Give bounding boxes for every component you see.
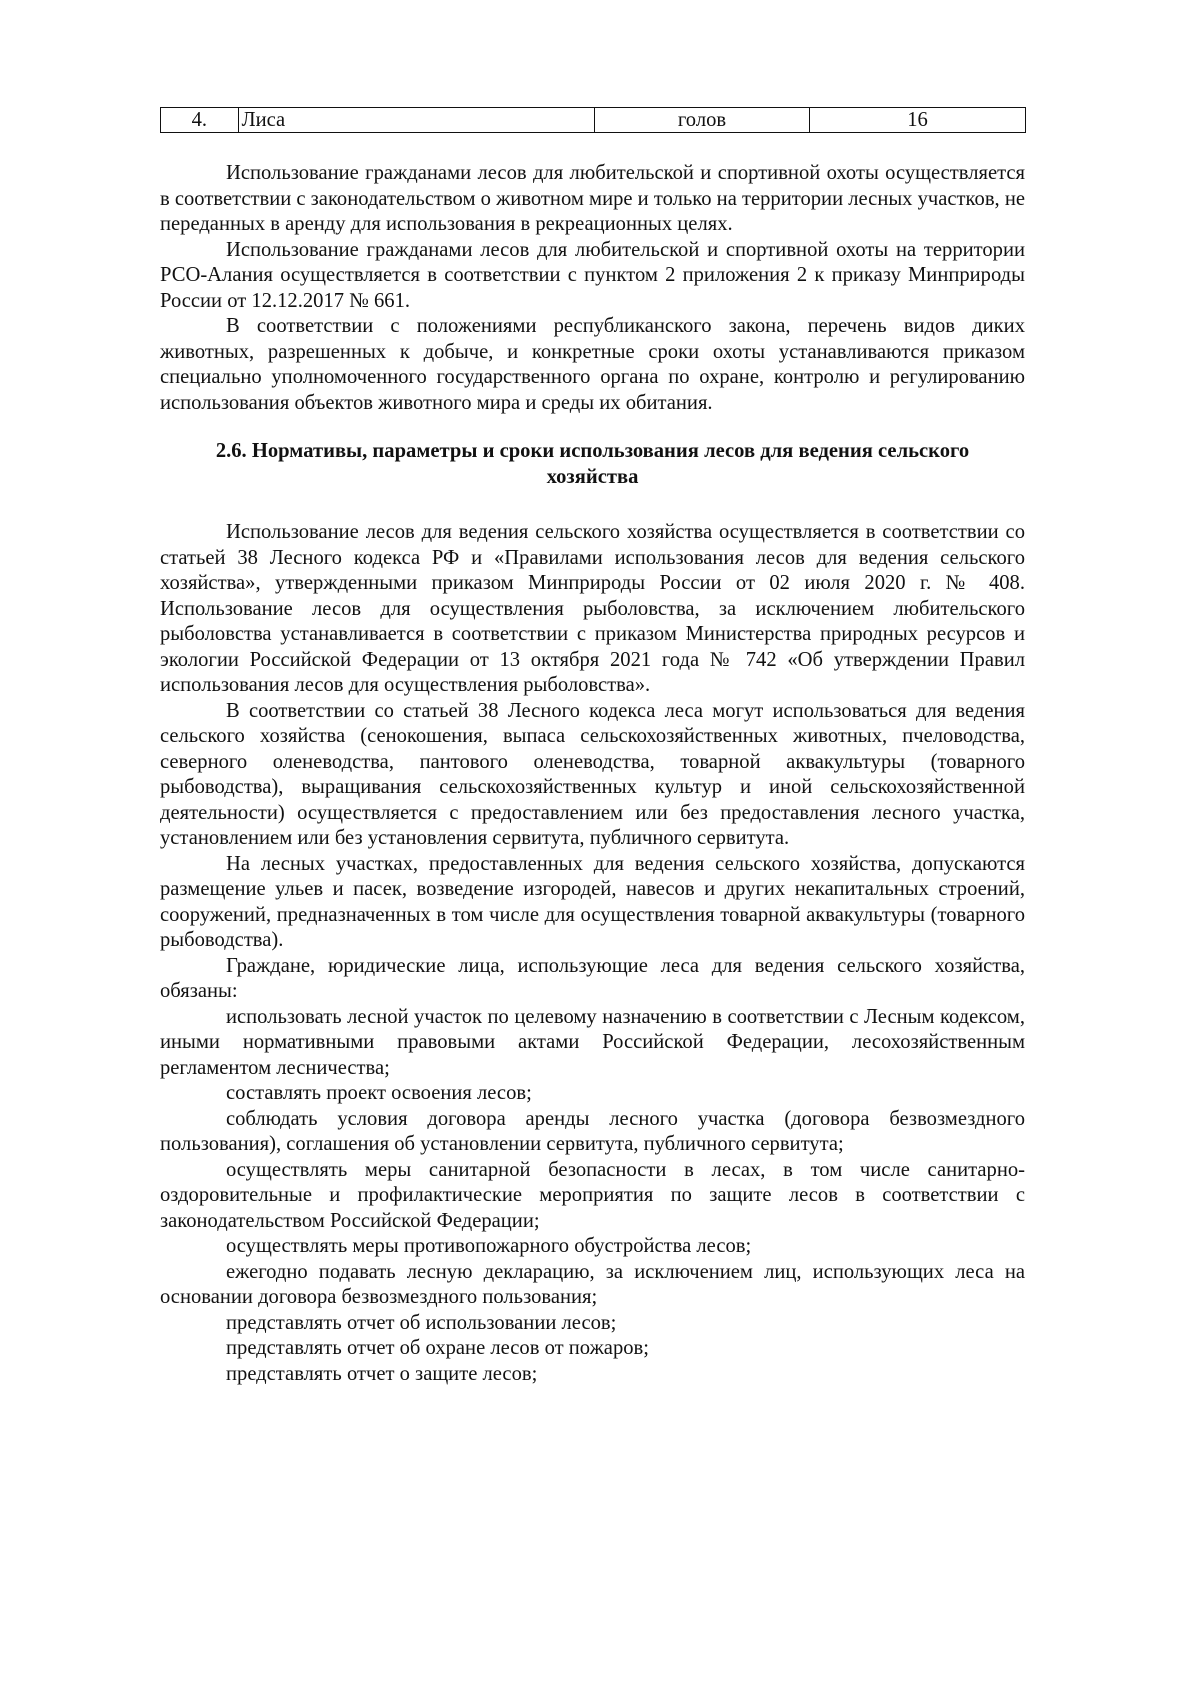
obligation-item: представлять отчет об использовании лесов;	[226, 1311, 617, 1334]
species-name: Лиса	[238, 108, 594, 133]
paragraph: Использование гражданами лесов для любительской и спортивной охоты осуществляется в соответствии с законодательством о животном мире и только на территории лесных участков, не переданных в аренду для использования в рекреационных целях.	[160, 162, 1025, 235]
paragraph: На лесных участках, предоставленных для ведения сельского хозяйства, допускаются размещение ульев и пасек, возведение изгородей, навесов и других некапитальных строений, сооружений, предназначенных в том числе для осуществления товарной аквакультуры (товарного рыбоводства).	[160, 852, 1025, 951]
paragraph: Использование гражданами лесов для любительской и спортивной охоты на территории РСО-Алания осуществляется в соответствии с пунктом 2 приложения 2 к приказу Минприроды России от 12.12.2017 № 661.	[160, 238, 1025, 312]
paragraph: Граждане, юридические лица, использующие леса для ведения сельского хозяйства, обязаны:	[160, 954, 1025, 1002]
obligation-item: осуществлять меры противопожарного обустройства лесов;	[226, 1235, 752, 1257]
paragraph: В соответствии со статьей 38 Лесного кодекса леса могут использоваться для ведения сельского хозяйства (сенокошения, выпаса сельскохозяйственных животных, пчеловодства, северного оленеводства, пантового оленеводства, товарной аквакультуры (товарного рыбоводства), выращивания сельскохозяйственных культур и иной сельскохозяйственной деятельности) осуществляется с предоставлением или без предоставления лесного участка, установлением или без установления сервитута, публичного сервитута.	[160, 699, 1025, 849]
row-number: 4.	[161, 108, 239, 133]
section-heading: 2.6. Нормативы, параметры и сроки использования лесов для ведения сельского хозяйства	[215, 440, 970, 488]
paragraph: В соответствии с положениями республиканского закона, перечень видов диких животных, разрешенных к добыче, и конкретные сроки охоты устанавливаются приказом специально уполномоченного государственного органа по охране, контролю и регулированию использования объектов животного мира и среды их обитания.	[160, 315, 1025, 414]
unit-cell: голов	[594, 108, 809, 133]
obligation-item: осуществлять меры санитарной безопасности в лесах, в том числе санитарно-оздоровительные и профилактические мероприятия по защите лесов в соответствии с законодательством Российской Федерации;	[160, 1158, 1025, 1232]
obligation-item: использовать лесной участок по целевому назначению в соответствии с Лесным кодексом, иными нормативными правовыми актами Российской Федерации, лесохозяйственным регламентом лесничества;	[160, 1005, 1025, 1079]
obligation-item: представлять отчет об охране лесов от пожаров;	[226, 1337, 649, 1359]
obligation-item: составлять проект освоения лесов;	[226, 1082, 532, 1104]
obligation-item: представлять отчет о защите лесов;	[226, 1362, 538, 1385]
species-table	[160, 107, 1026, 133]
paragraph: Использование лесов для ведения сельского хозяйства осуществляется в соответствии со статьей 38 Лесного кодекса РФ и «Правилами использования лесов для ведения сельского хозяйства», утвержденными приказом Минприроды России от 02 июля 2020 г. № 408. Использование лесов для осуществления рыболовства, за исключением любительского рыболовства устанавливается в соответствии с приказом Министерства природных ресурсов и экологии Российской Федерации от 13 октября 2021 года № 742 «Об утверждении Правил использования лесов для осуществления рыболовства».	[160, 521, 1025, 696]
table-row	[161, 108, 1026, 133]
obligation-item: ежегодно подавать лесную декларацию, за исключением лиц, использующих леса на основании договора безвозмездного пользования;	[160, 1260, 1025, 1308]
document-page	[160, 107, 1025, 1387]
obligation-item: соблюдать условия договора аренды лесного участка (договора безвозмездного пользования), соглашения об установлении сервитута, публичного сервитута;	[160, 1107, 1025, 1155]
value-cell: 16	[810, 108, 1026, 133]
